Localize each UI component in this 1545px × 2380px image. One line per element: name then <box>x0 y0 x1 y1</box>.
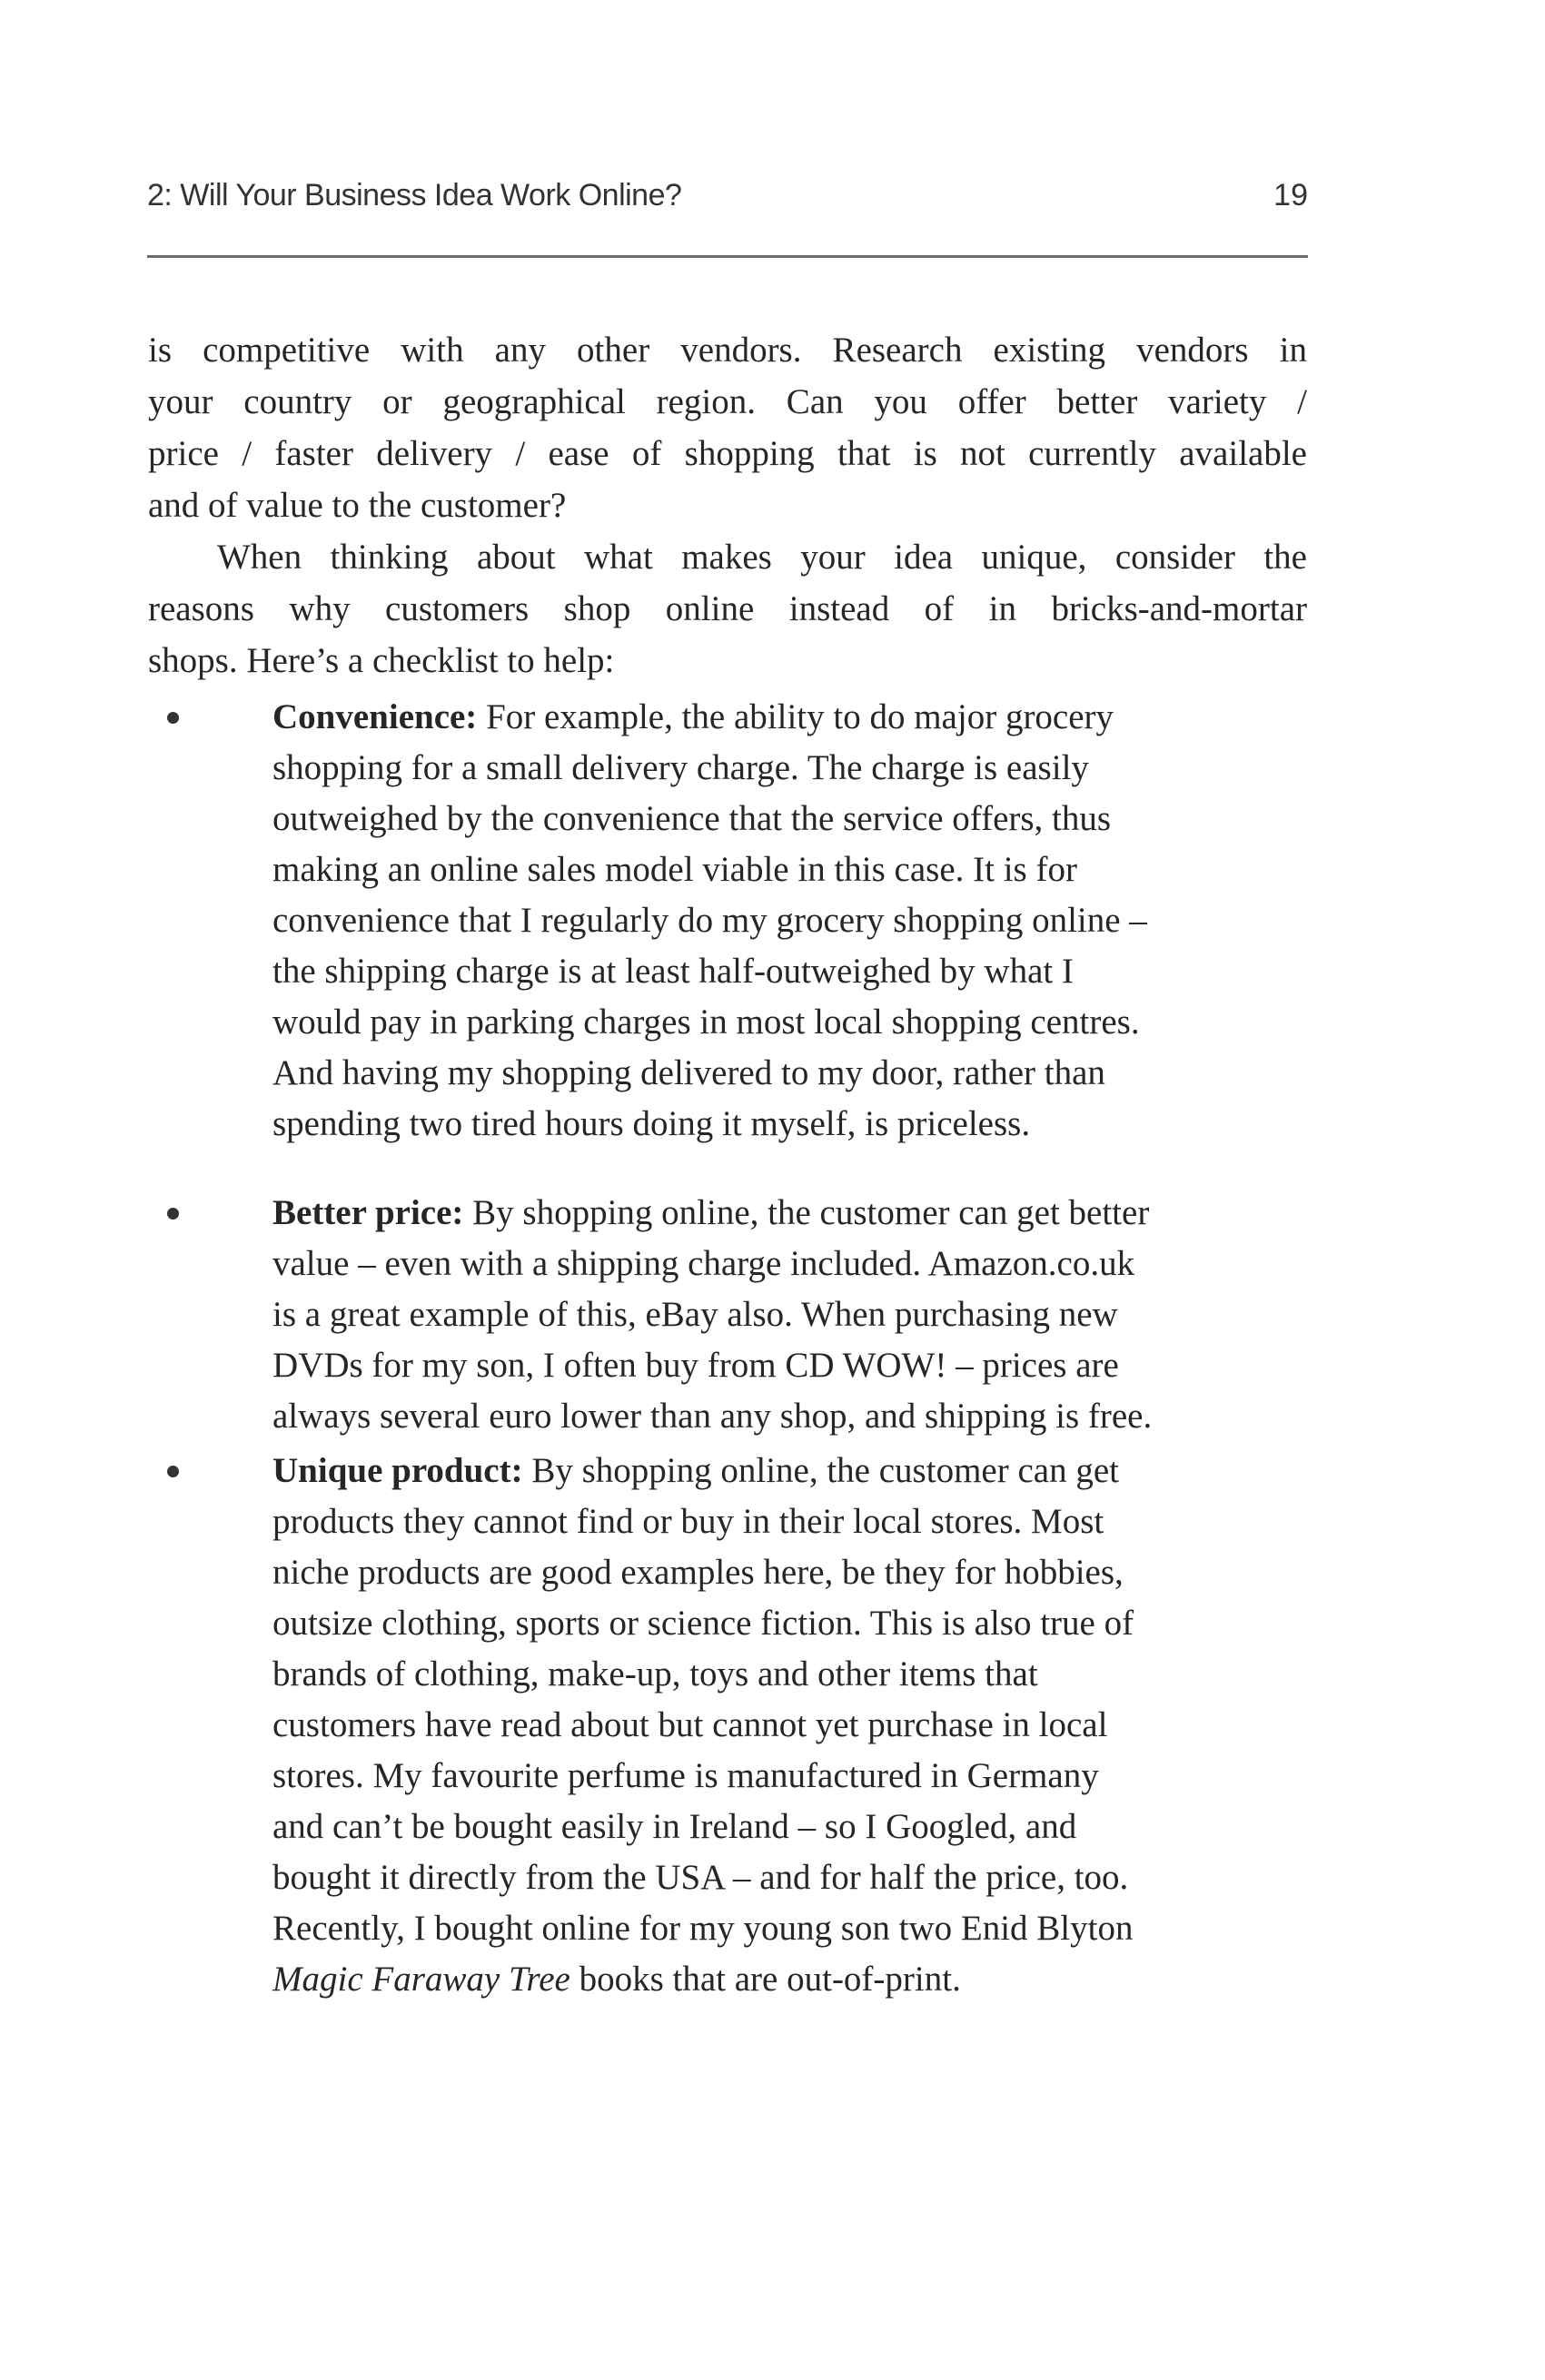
checklist-line: brands of clothing, make-up, toys and other items that <box>272 1654 1038 1694</box>
page-number: 19 <box>1273 178 1308 212</box>
checklist-term: Convenience: <box>272 697 478 736</box>
checklist-line: convenience that I regularly do my grocery shopping online – <box>272 901 1147 940</box>
checklist-text: For example, the ability to do major grocery <box>477 697 1114 736</box>
chapter-title: 2: Will Your Business Idea Work Online? <box>147 178 682 212</box>
paragraph-2-line: shops. Here’s a checklist to help: <box>148 641 615 680</box>
bullet-icon <box>167 1208 179 1220</box>
paragraph-1-line: is competitive with any other vendors. Research existing vendors in <box>148 331 1307 370</box>
book-title: Magic Faraway Tree <box>272 1960 570 1999</box>
checklist-line-last <box>272 1954 1317 2005</box>
checklist-text: By shopping online, the customer can get better <box>463 1193 1150 1232</box>
checklist-text: books that are out-of-print. <box>569 1960 961 1999</box>
paragraph-2-line: reasons why customers shop online instead of in bricks-and-mortar <box>148 589 1307 628</box>
checklist-line: And having my shopping delivered to my door, rather than <box>272 1053 1105 1092</box>
checklist-line: customers have read about but cannot yet purchase in local <box>272 1705 1108 1744</box>
checklist-line: would pay in parking charges in most local shopping centres. <box>272 1002 1140 1042</box>
checklist-line: and can’t be bought easily in Ireland – so I Googled, and <box>272 1807 1077 1846</box>
checklist-line: DVDs for my son, I often buy from CD WOW! – prices are <box>272 1346 1119 1385</box>
checklist-line: making an online sales model viable in this case. It is for <box>272 850 1077 889</box>
checklist-item-convenience <box>272 692 1317 743</box>
checklist-text: By shopping online, the customer can get <box>522 1451 1119 1490</box>
checklist-line: shopping for a small delivery charge. The charge is easily <box>272 748 1089 787</box>
running-header <box>147 178 1308 223</box>
bullet-icon <box>167 1466 179 1477</box>
checklist-line: Recently, I bought online for my young son two Enid Blyton <box>272 1909 1134 1948</box>
header-rule <box>147 255 1308 258</box>
checklist-line: value – even with a shipping charge included. Amazon.co.uk <box>272 1244 1135 1283</box>
checklist-line: spending two tired hours doing it myself, is priceless. <box>272 1104 1031 1143</box>
checklist-item-better-price <box>272 1188 1317 1239</box>
checklist-line: always several euro lower than any shop, and shipping is free. <box>272 1397 1153 1436</box>
checklist-item-unique-product <box>272 1446 1317 1496</box>
checklist-term: Better price: <box>272 1193 464 1232</box>
paragraph-1-line: and of value to the customer? <box>148 486 567 525</box>
paragraph-2-line: When thinking about what makes your idea unique, consider the <box>217 538 1307 577</box>
checklist-line: bought it directly from the USA – and for half the price, too. <box>272 1858 1129 1897</box>
checklist-line: outsize clothing, sports or science fiction. This is also true of <box>272 1604 1134 1643</box>
paragraph-1-line: price / faster delivery / ease of shopping that is not currently available <box>148 434 1307 473</box>
bullet-icon <box>167 712 179 724</box>
checklist-line: niche products are good examples here, be they for hobbies, <box>272 1553 1124 1592</box>
checklist-line: products they cannot find or buy in their local stores. Most <box>272 1502 1104 1541</box>
paragraph-1-line: your country or geographical region. Can you offer better variety / <box>148 382 1307 421</box>
checklist-line: stores. My favourite perfume is manufactured in Germany <box>272 1756 1099 1795</box>
checklist-line: outweighed by the convenience that the service offers, thus <box>272 799 1112 838</box>
checklist-term: Unique product: <box>272 1451 523 1490</box>
checklist-line: the shipping charge is at least half-outweighed by what I <box>272 952 1074 991</box>
checklist-line: is a great example of this, eBay also. When purchasing new <box>272 1295 1118 1334</box>
